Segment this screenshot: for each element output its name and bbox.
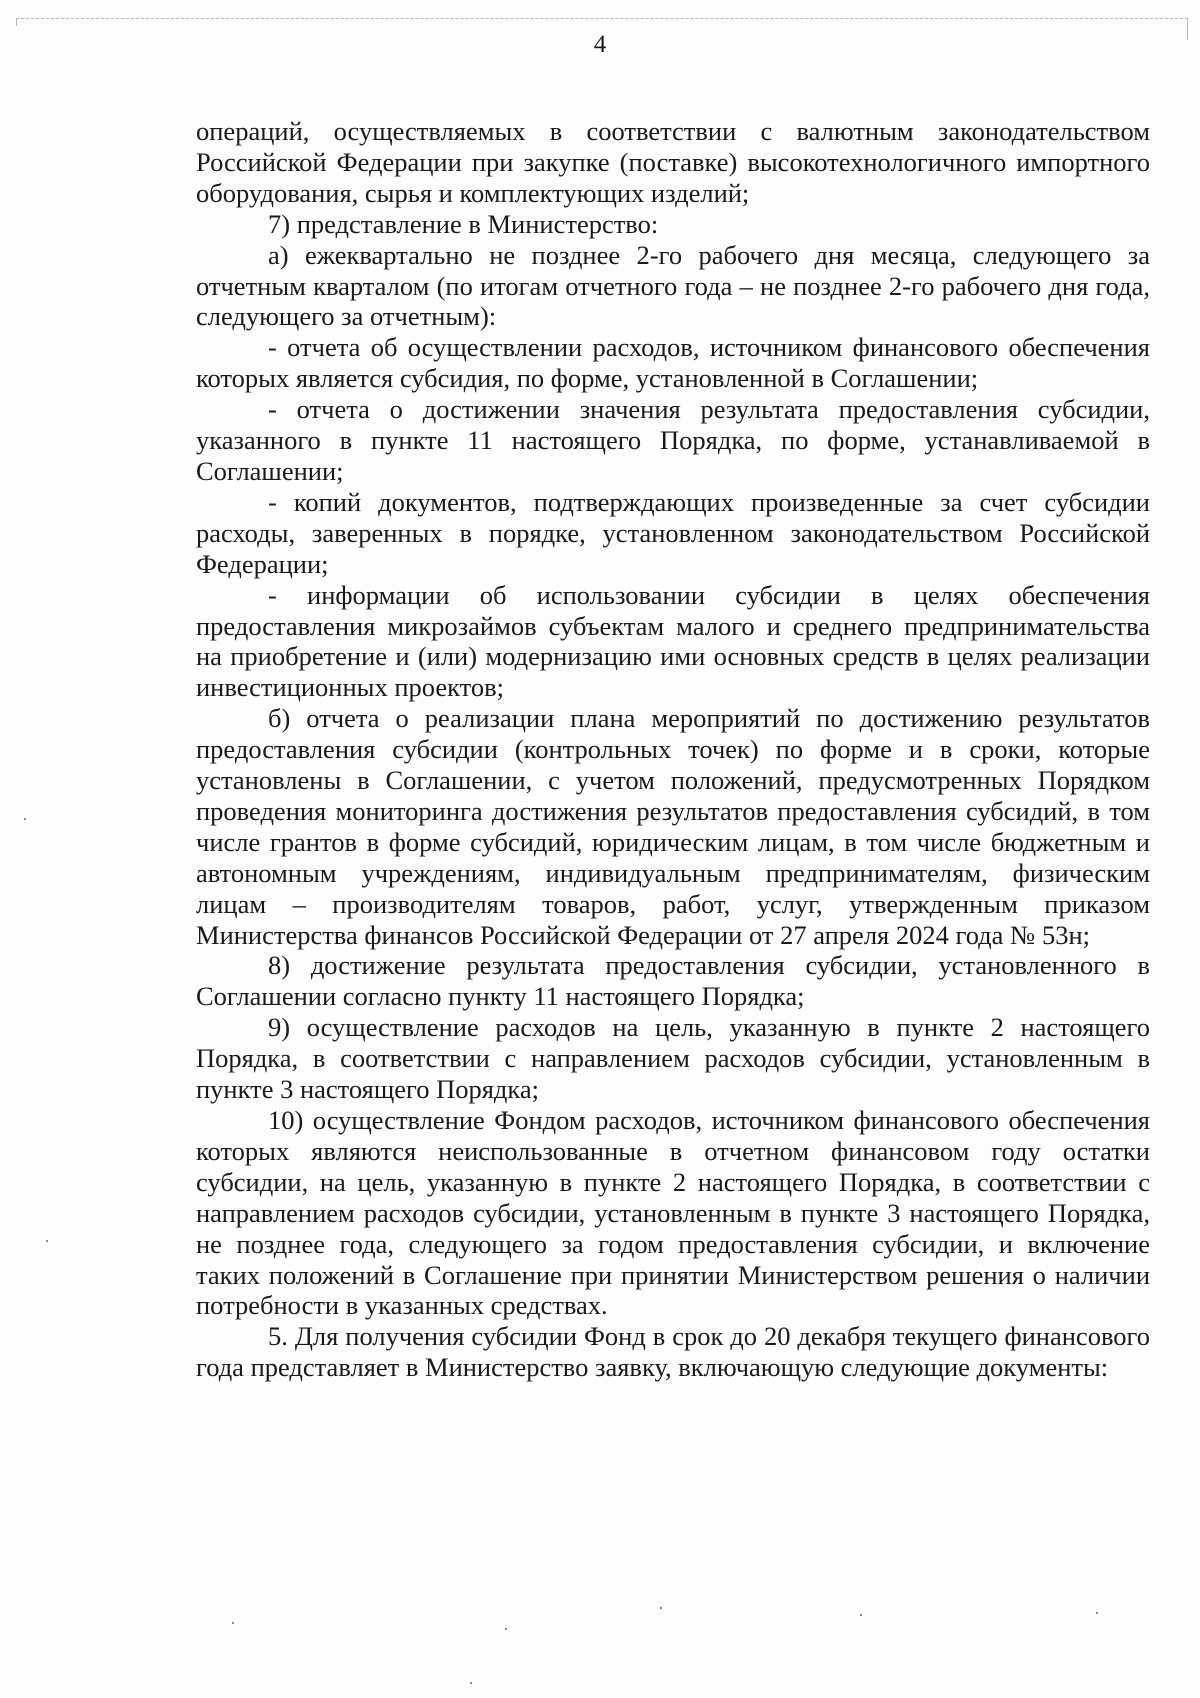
paragraph: - отчета об осуществлении расходов, источником финансового обеспечения которых является субсидия, по форме, установленной в Соглашении;	[196, 332, 1150, 394]
paragraph: 9) осуществление расходов на цель, указанную в пункте 2 настоящего Порядка, в соответствии с направлением расходов субсидии, установленным в пункте 3 настоящего Порядка;	[196, 1012, 1150, 1105]
scan-speck	[1096, 1612, 1098, 1614]
paragraph: 5. Для получения субсидии Фонд в срок до 20 декабря текущего финансового года представляет в Министерство заявку, включающую следующие документы:	[196, 1321, 1150, 1383]
paragraph: - копий документов, подтверждающих произведенные за счет субсидии расходы, заверенных в порядке, установленном законодательством Российской Федерации;	[196, 486, 1150, 579]
scan-speck	[470, 1682, 472, 1684]
paragraph: б) отчета о реализации плана мероприятий по достижению результатов предоставления субсидии (контрольных точек) по форме и в сроки, которые установлены в Соглашении, с учетом положений, предусмотренных Порядком проведения мониторинга достижения результатов предоставления субсидий, в том числе грантов в форме субсидий, юридическим лицам, в том числе бюджетным и автономным учреждениям, индивидуальным предпринимателям, физическим лицам – производителям товаров, работ, услуг, утвержденным приказом Министерства финансов Российской Федерации от 27 апреля 2024 года № 53н;	[196, 703, 1150, 950]
scan-speck	[46, 1240, 48, 1242]
document-body	[196, 116, 1150, 1383]
paragraph: - отчета о достижении значения результата предоставления субсидии, указанного в пункте 11 настоящего Порядка, по форме, устанавливаемой в Соглашении;	[196, 394, 1150, 486]
page-number: 4	[593, 31, 607, 58]
paragraph: - информации об использовании субсидии в целях обеспечения предоставления микрозаймов субъектам малого и среднего предпринимательства на приобретение и (или) модернизацию ими основных средств в целях реализации инвестиционных проектов;	[196, 579, 1150, 703]
scan-border-corner	[16, 18, 17, 26]
scan-border-line	[16, 18, 1188, 19]
paragraph: 7) представление в Министерство:	[268, 208, 659, 239]
scan-speck	[860, 1614, 862, 1616]
paragraph: 10) осуществление Фондом расходов, источником финансового обеспечения которых являются неиспользованные в отчетном финансовом году остатки субсидии, на цель, указанную в пункте 2 настоящего Порядка, в соответствии с направлением расходов субсидии, установленным в пункте 3 настоящего Порядка, не позднее года, следующего за годом предоставления субсидии, и включение таких положений в Соглашение при принятии Министерством решения о наличии потребности в указанных средствах.	[196, 1105, 1150, 1321]
scan-speck	[660, 1607, 662, 1609]
scan-speck	[505, 1628, 507, 1630]
paragraph: а) ежеквартально не позднее 2-го рабочего дня месяца, следующего за отчетным кварталом (по итогам отчетного года – не позднее 2-го рабочего дня года, следующего за отчетным):	[196, 239, 1150, 332]
paragraph: 8) достижение результата предоставления субсидии, установленного в Соглашении согласно пункту 11 настоящего Порядка;	[196, 950, 1150, 1012]
scan-speck	[24, 818, 26, 820]
paragraph: операций, осуществляемых в соответствии с валютным законодательством Российской Федерации при закупке (поставке) высокотехнологичного импортного оборудования, сырья и комплектующих изделий;	[196, 116, 1150, 208]
scan-speck	[232, 1622, 234, 1624]
